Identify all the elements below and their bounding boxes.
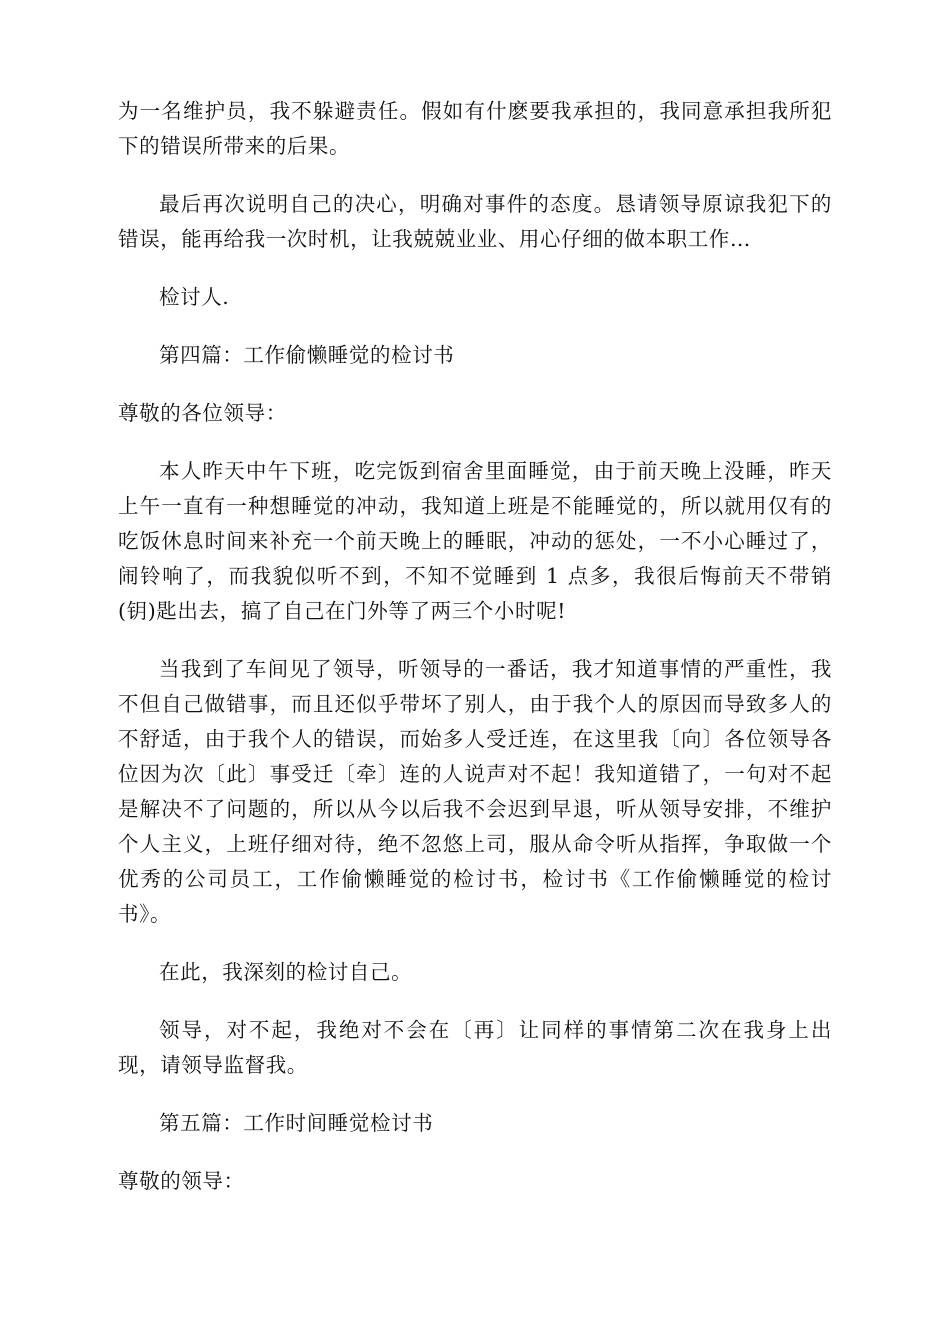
paragraph-body-4d: 领导，对不起，我绝对不会在〔再〕让同样的事情第二次在我身上出现，请领导监督我。: [118, 1018, 832, 1077]
section-heading-4: 第四篇：工作偷懒睡觉的检讨书: [159, 343, 455, 367]
paragraph-body-4c: 在此，我深刻的检讨自己。: [159, 960, 413, 984]
section-heading-5: 第五篇：工作时间睡觉检讨书: [159, 1111, 434, 1135]
salutation-5: 尊敬的领导：: [118, 1169, 245, 1193]
document-body: [118, 94, 832, 1222]
paragraph-continuation: 为一名维护员，我不躲避责任。假如有什麽要我承担的，我同意承担我所犯下的错误所带来的后果。: [118, 99, 832, 158]
salutation-4: 尊敬的各位领导：: [118, 401, 287, 425]
signature-line: 检讨人.: [159, 285, 230, 309]
paragraph-resolution: 最后再次说明自己的决心，明确对事件的态度。恳请领导原谅我犯下的错误，能再给我一次时机，让我兢兢业业、用心仔细的做本职工作…: [118, 192, 832, 251]
paragraph-body-4b: 当我到了车间见了领导，听领导的一番话，我才知道事情的严重性，我不但自己做错事，而且还似乎带坏了别人，由于我个人的原因而导致多人的不舒适，由于我个人的错误，而始多人受迁连，在这里我〔向〕各位领导各位因为次〔此〕事受迁〔牵〕连的人说声对不起！我知道错了，一句对不起是解决不了问题的，所以从今以后我不会迟到早退，听从领导安排，不维护个人主义，上班仔细对待，绝不忽悠上司，服从命令听从指挥，争取做一个优秀的公司员工，工作偷懒睡觉的检讨书，检讨书《工作偷懒睡觉的检讨书》。: [118, 657, 832, 926]
paragraph-body-4a: 本人昨天中午下班，吃完饭到宿舍里面睡觉，由于前天晚上没睡，昨天上午一直有一种想睡觉的冲动，我知道上班是不能睡觉的，所以就用仅有的吃饭休息时间来补充一个前天晚上的睡眠，冲动的惩处，一不小心睡过了，闹铃响了，而我貌似听不到，不知不觉睡到 1 点多，我很后悔前天不带销(钥)匙出去，搞了自己在门外等了两三个小时呢!: [118, 459, 832, 623]
